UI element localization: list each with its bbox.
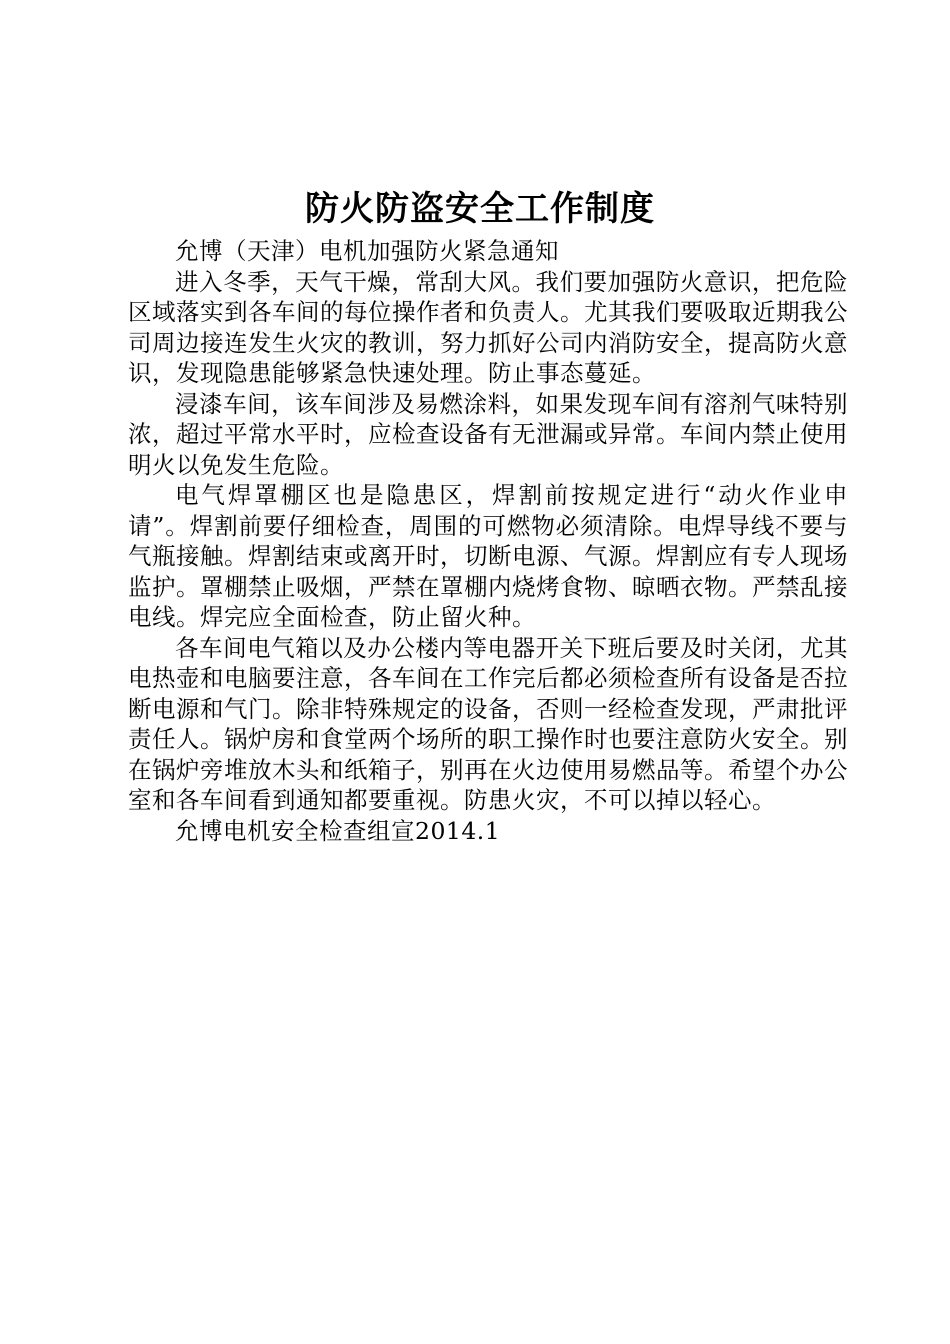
paragraph-electrical-switches: 各车间电气箱以及办公楼内等电器开关下班后要及时关闭，尤其电热壶和电脑要注意，各车间在工作完后都必须检查所有设备是否拉断电源和气门。除非特殊规定的设备，否则一经检查发现，严肃批评责任人。锅炉房和食堂两个场所的职工操作时也要注意防火安全。别在锅炉旁堆放木头和纸箱子，别再在火边使用易燃品等。希望个办公室和各车间看到通知都要重视。防患火灾，不可以掉以轻心。 bbox=[128, 633, 848, 814]
document-title: 防火防盗安全工作制度 bbox=[305, 189, 655, 229]
paragraph-welding-area: 电气焊罩棚区也是隐患区，焊割前按规定进行“动火作业申请”。焊割前要仔细检查，周围的可燃物必须清除。电焊导线不要与气瓶接触。焊割结束或离开时，切断电源、气源。焊割应有专人现场监护。罩棚禁止吸烟，严禁在罩棚内烧烤食物、晾晒衣物。严禁乱接电线。焊完应全面检查，防止留火种。 bbox=[128, 481, 848, 631]
signature-line: 允博电机安全检查组宣2014.1 bbox=[175, 816, 501, 845]
paragraph-paint-workshop: 浸漆车间，该车间涉及易燃涂料，如果发现车间有溶剂气味特别浓，超过平常水平时，应检查设备有无泄漏或异常。车间内禁止使用明火以免发生危险。 bbox=[128, 389, 848, 479]
document-body bbox=[128, 236, 848, 846]
notice-heading: 允博（天津）电机加强防火紧急通知 bbox=[175, 237, 559, 265]
paragraph-intro: 进入冬季，天气干燥，常刮大风。我们要加强防火意识，把危险区域落实到各车间的每位操作者和负责人。尤其我们要吸取近期我公司周边接连发生火灾的教训，努力抓好公司内消防安全，提高防火意识，发现隐患能够紧急快速处理。防止事态蔓延。 bbox=[128, 267, 848, 387]
